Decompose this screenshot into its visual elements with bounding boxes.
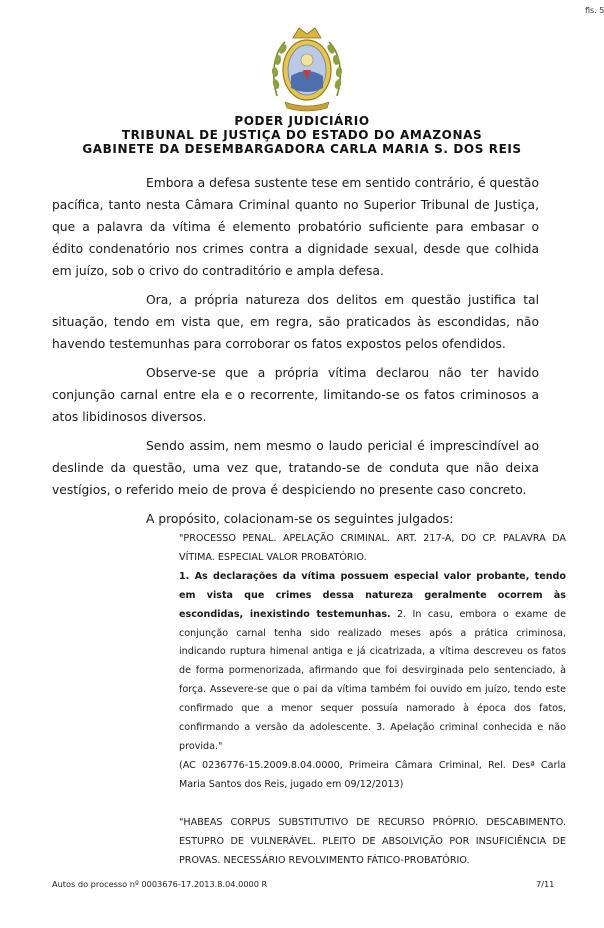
coat-of-arms-emblem bbox=[271, 26, 343, 114]
header-line-court: TRIBUNAL DE JUSTIÇA DO ESTADO DO AMAZONAS bbox=[121, 128, 483, 142]
sheet-marker: fls. 5 bbox=[585, 6, 604, 15]
body-paragraph: Ora, a própria natureza dos delitos em questão justifica tal situação, tendo em vista que, em regra, são praticados às escondidas, não havendo testemunhas para corroborar os fatos expostos pelos ofendidos. bbox=[52, 293, 539, 351]
header-line-office: GABINETE DA DESEMBARGADORA CARLA MARIA S. DOS REIS bbox=[82, 142, 522, 156]
page-number: 7/11 bbox=[536, 879, 555, 889]
body-paragraph: Embora a defesa sustente tese em sentido contrário, é questão pacífica, tanto nesta Câmara Criminal quanto no Superior Tribunal de Justiça, que a palavra da vítima é elemento probatório suficiente para embasar o édito condenatório nos crimes contra a dignidade sexual, desde que colhida em juízo, sob o crivo do contraditório e ampla defesa. bbox=[52, 176, 539, 278]
body-paragraph: Sendo assim, nem mesmo o laudo pericial é imprescindível ao deslinde da questão, uma vez que, tratando-se de conduta que não deixa vestígios, o referido meio de prova é despiciendo no presente caso concreto. bbox=[52, 439, 539, 497]
header-line-judiciary: PODER JUDICIÁRIO bbox=[234, 114, 370, 128]
citation-heading: "HABEAS CORPUS SUBSTITUTIVO DE RECURSO PRÓPRIO. DESCABIMENTO. ESTUPRO DE VULNERÁVEL. PLEITO DE ABSOLVIÇÃO POR INSUFICIÊNCIA DE PROVAS. NECESSÁRIO REVOLVIMENTO FÁTICO-PROBATÓRIO. bbox=[179, 816, 566, 866]
document-body bbox=[52, 172, 539, 537]
citation-reference: (AC 0236776-15.2009.8.04.0000, Primeira Câmara Criminal, Rel. Desª Carla Maria Santos dos Reis, jugado em 09/12/2013) bbox=[179, 759, 566, 790]
body-paragraph: A propósito, colacionam-se os seguintes julgados: bbox=[146, 512, 454, 526]
citation-bold-text: 1. As declarações da vítima possuem especial valor probante, tendo em vista que crimes dessa natureza geralmente ocorrem às escondidas, inexistindo testemunhas. bbox=[179, 570, 566, 620]
citation-body bbox=[179, 568, 566, 757]
body-paragraph: Observe-se que a própria vítima declarou não ter havido conjunção carnal entre ela e o recorrente, limitando-se os fatos criminosos a atos libidinosos diversos. bbox=[52, 366, 539, 424]
citation-heading: "PROCESSO PENAL. APELAÇÃO CRIMINAL. ART. 217-A, DO CP. PALAVRA DA VÍTIMA. ESPECIAL VALOR PROBATÓRIO. bbox=[179, 533, 566, 563]
court-header bbox=[0, 114, 604, 156]
citation-text: 2. In casu, embora o exame de conjunção carnal tenha sido realizado meses após a prática criminosa, indicando ruptura himenal antiga e já cicatrizada, a vítima descreveu os fatos de forma pormenorizada, afirmando que foi desvirginada pelo sentenciado, à força. Assevere-se que o pai da vítima também foi ouvido em juízo, tendo este confirmado que a menor sequer possuía namorado à época dos fatos, confirmando a versão da adolescente. 3. Apelação criminal conhecida e não provida." bbox=[179, 608, 566, 752]
process-number: Autos do processo nº 0003676-17.2013.8.04.0000 R bbox=[52, 879, 268, 889]
case-law-citations bbox=[179, 530, 566, 870]
